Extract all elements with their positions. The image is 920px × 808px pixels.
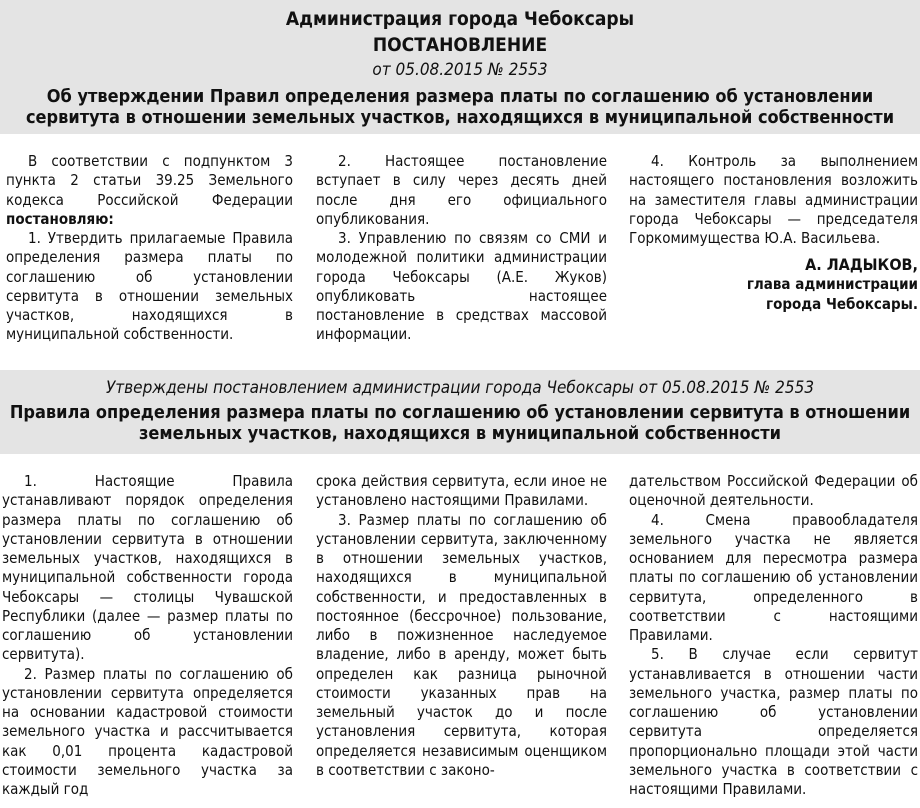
signature-block [629, 254, 918, 314]
decree-item-2: 2. Настоящее постановление вступает в силу через десять дней после дня его официального опубликования. [316, 152, 607, 228]
decree-header-band [0, 0, 920, 134]
document-type: ПОСТАНОВЛЕНИЕ [372, 34, 548, 56]
rules-title: Правила определения размера платы по соглашению об установлении сервитута в отношении земельных участков, находящихся в муниципальной собственности [9, 402, 911, 444]
rules-item-3: 3. Размер платы по соглашению об установлении сервитута, заключенному в отношении земельных участков, находящихся в муниципальной собственности, и предоставленных в постоянное (бессрочное) пользование, либо в пожизненное наследуемое владение, либо в аренду, может быть определен как разница рыночной стоимости указанных прав на земельный участок до и после установления сервитута, которая определяется независимым оценщиком в соответствии с законо- [316, 510, 607, 779]
rules-column-1 [2, 472, 293, 799]
decree-column-2 [316, 152, 607, 345]
rules-header-band [0, 370, 920, 454]
signatory-position-line-2: города Чебоксары. [766, 294, 918, 313]
signatory-name: А. ЛАДЫКОВ, [805, 255, 918, 275]
decree-item-4: 4. Контроль за выполнением настоящего постановления возложить на заместителя главы администрации города Чебоксары — председателя Горкомимущества Ю.А. Васильева. [629, 152, 918, 247]
rules-column-3 [629, 472, 918, 799]
decree-preamble: В соответствии с подпунктом 3 пункта 2 статьи 39.25 Земельного кодекса Российской Федерации [6, 152, 293, 209]
rules-item-3-continued: дательством Российской Федерации об оценочной деятельности. [629, 472, 918, 510]
decree-item-1: 1. Утвердить прилагаемые Правила определения размера платы по соглашению об установлении сервитута в отношении земельных участков, находящихся в муниципальной собственности. [6, 229, 293, 344]
rules-item-1: 1. Настоящие Правила устанавливают порядок определения размера платы по соглашению об установлении сервитута в отношении земельных участков, находящихся в муниципальной собственности города Чебоксары — столицы Чувашской Республики (далее — размер платы по соглашению об установлении сервитута). [2, 472, 293, 664]
signatory-position-line-1: глава администрации [746, 275, 918, 294]
organization-name: Администрация города Чебоксары [285, 8, 635, 30]
decree-column-3 [629, 152, 918, 314]
decree-column-1 [6, 152, 293, 345]
rules-item-2: 2. Размер платы по соглашению об установлении сервитута определяется на основании кадастровой стоимости земельного участка и рассчитывается как 0,01 процента кадастровой стоимости земельного участка за каждый год [2, 664, 293, 798]
decree-resolve-word: постановляю: [6, 209, 114, 228]
document-date-number: от 05.08.2015 № 2553 [372, 60, 548, 80]
decree-item-3: 3. Управлению по связям со СМИ и молодежной политики администрации города Чебоксары (А.Е. Жуков) опубликовать настоящее постановление в средствах массовой информации. [316, 229, 607, 344]
rules-item-5: 5. В случае если сервитут устанавливается в отношении части земельного участка, размер платы по соглашению об установлении сервитута определяется пропорционально площади этой части земельного участка в соответствии с настоящими Правилами. [629, 645, 918, 798]
rules-item-2-continued: срока действия сервитута, если иное не установлено настоящими Правилами. [316, 472, 607, 510]
rules-column-2 [316, 472, 607, 780]
rules-item-4: 4. Смена правообладателя земельного участка не является основанием для пересмотра размера платы по соглашению об установлении сервитута, определенного в соответствии с настоящими Правилами. [629, 510, 918, 644]
decree-title: Об утверждении Правил определения размера платы по соглашению об установлении сервитута в отношении земельных участков, находящихся в муниципальной собственности [25, 86, 895, 128]
approval-note: Утверждены постановлением администрации города Чебоксары от 05.08.2015 № 2553 [105, 378, 815, 398]
